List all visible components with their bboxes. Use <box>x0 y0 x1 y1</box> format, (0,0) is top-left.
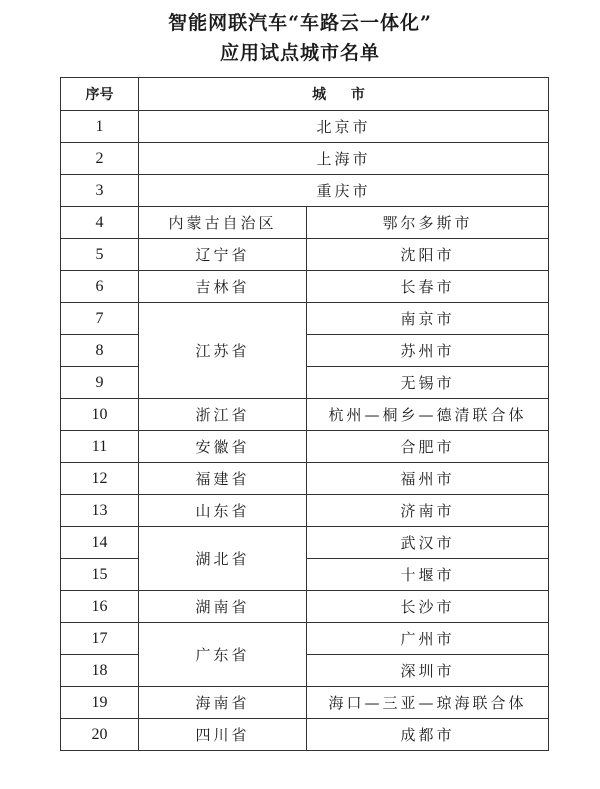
table-row <box>61 207 549 239</box>
table-header-row <box>61 78 549 111</box>
city-name: 成都市 <box>307 719 549 751</box>
serial-number: 6 <box>61 271 139 303</box>
table-row <box>61 687 549 719</box>
province-name: 湖南省 <box>139 591 307 623</box>
serial-number: 4 <box>61 207 139 239</box>
city-name: 长沙市 <box>307 591 549 623</box>
table-row <box>61 239 549 271</box>
serial-number: 20 <box>61 719 139 751</box>
province-name: 福建省 <box>139 463 307 495</box>
serial-number: 15 <box>61 559 139 591</box>
serial-number: 2 <box>61 143 139 175</box>
province-name: 湖北省 <box>139 527 307 591</box>
header-city <box>139 78 549 111</box>
serial-number: 5 <box>61 239 139 271</box>
city-name: 沈阳市 <box>307 239 549 271</box>
city-name: 海口—三亚—琼海联合体 <box>307 687 549 719</box>
serial-number: 10 <box>61 399 139 431</box>
city-name: 重庆市 <box>139 175 549 207</box>
document-title: 智能网联汽车“车路云一体化” <box>168 12 432 34</box>
table-row <box>61 271 549 303</box>
header-city-label: 城 市 <box>312 87 375 103</box>
serial-number: 1 <box>61 111 139 143</box>
province-name: 安徽省 <box>139 431 307 463</box>
city-name: 无锡市 <box>307 367 549 399</box>
city-name: 苏州市 <box>307 335 549 367</box>
city-name: 福州市 <box>307 463 549 495</box>
pilot-city-table <box>60 77 549 751</box>
serial-number: 8 <box>61 335 139 367</box>
serial-number: 19 <box>61 687 139 719</box>
serial-number: 7 <box>61 303 139 335</box>
table-row <box>61 175 549 207</box>
city-name: 十堰市 <box>307 559 549 591</box>
table-row <box>61 143 549 175</box>
city-name: 北京市 <box>139 111 549 143</box>
city-name: 武汉市 <box>307 527 549 559</box>
table-row <box>61 303 549 335</box>
province-name: 山东省 <box>139 495 307 527</box>
city-name: 广州市 <box>307 623 549 655</box>
province-name: 吉林省 <box>139 271 307 303</box>
province-name: 内蒙古自治区 <box>139 207 307 239</box>
city-name: 杭州—桐乡—德清联合体 <box>307 399 549 431</box>
serial-number: 3 <box>61 175 139 207</box>
province-name: 广东省 <box>139 623 307 687</box>
table-row <box>61 399 549 431</box>
serial-number: 16 <box>61 591 139 623</box>
table-row <box>61 495 549 527</box>
document-subtitle: 应用试点城市名单 <box>219 42 380 64</box>
header-serial-number: 序号 <box>61 78 139 111</box>
serial-number: 11 <box>61 431 139 463</box>
province-name: 四川省 <box>139 719 307 751</box>
province-name: 江苏省 <box>139 303 307 399</box>
city-name: 深圳市 <box>307 655 549 687</box>
city-name: 上海市 <box>139 143 549 175</box>
city-name: 鄂尔多斯市 <box>307 207 549 239</box>
table-row <box>61 591 549 623</box>
serial-number: 13 <box>61 495 139 527</box>
serial-number: 9 <box>61 367 139 399</box>
city-name: 南京市 <box>307 303 549 335</box>
city-name: 济南市 <box>307 495 549 527</box>
table-row <box>61 719 549 751</box>
serial-number: 18 <box>61 655 139 687</box>
province-name: 辽宁省 <box>139 239 307 271</box>
province-name: 海南省 <box>139 687 307 719</box>
serial-number: 17 <box>61 623 139 655</box>
table-row <box>61 431 549 463</box>
table-row <box>61 463 549 495</box>
serial-number: 12 <box>61 463 139 495</box>
table-row <box>61 623 549 655</box>
city-name: 长春市 <box>307 271 549 303</box>
table-row <box>61 527 549 559</box>
city-name: 合肥市 <box>307 431 549 463</box>
table-row <box>61 111 549 143</box>
serial-number: 14 <box>61 527 139 559</box>
province-name: 浙江省 <box>139 399 307 431</box>
